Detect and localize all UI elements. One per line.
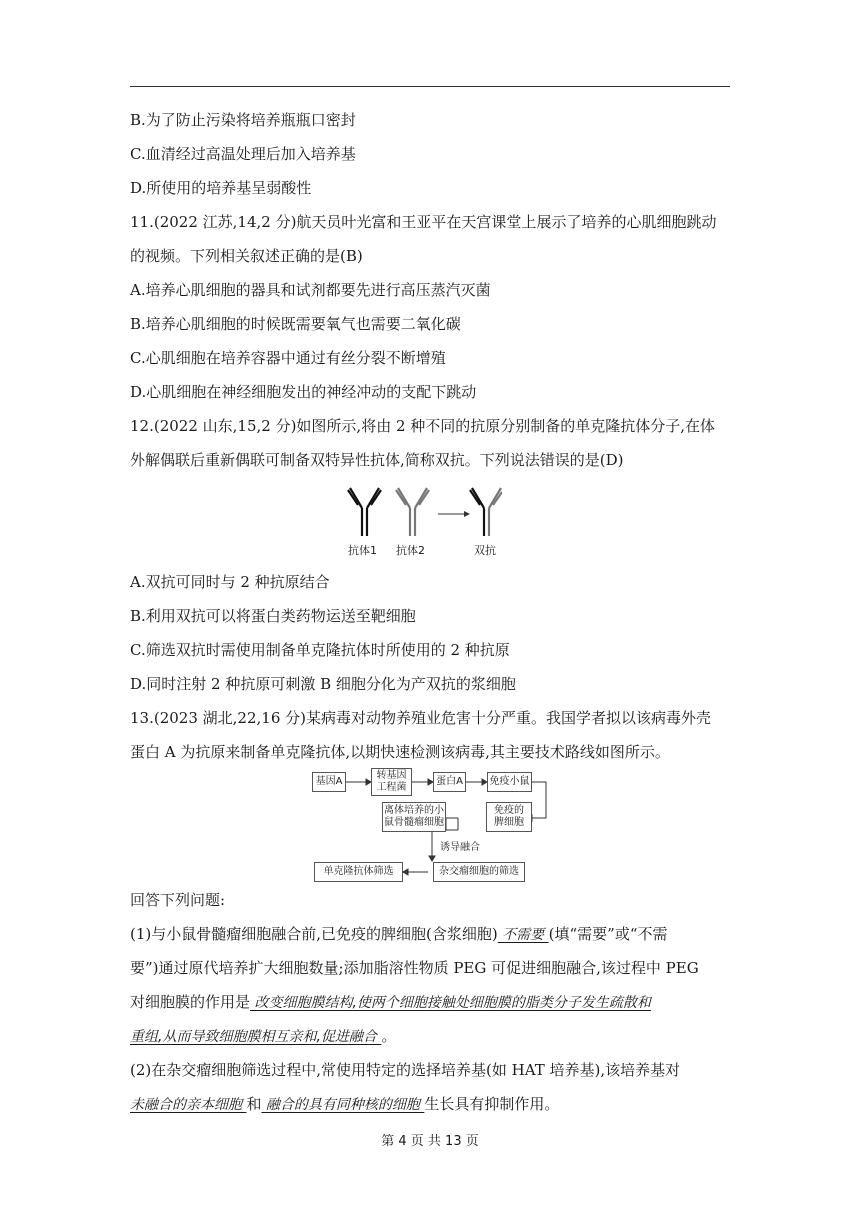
bispecific-antibody-shape bbox=[470, 488, 502, 536]
box-spleen-cells: 免疫的 脾细胞 bbox=[486, 802, 532, 832]
text: 。 bbox=[381, 1027, 397, 1045]
q13-part1-line4 bbox=[130, 1026, 396, 1047]
box-myeloma-cells: 离体培养的小 鼠骨髓瘤细胞 bbox=[382, 802, 446, 832]
arrow-icon bbox=[438, 511, 470, 517]
text: (2)在杂交瘤细胞筛选过程中,常使用特定的选择培养基(如 HAT 培养基),该培养基对 bbox=[130, 1061, 681, 1079]
q13-stem-2: 蛋白 A 为抗原来制备单克隆抗体,以期快速检测该病毒,其主要技术路线如图所示。 bbox=[130, 743, 670, 761]
box-protein-a: 蛋白A bbox=[433, 772, 466, 792]
box-gene-a: 基因A bbox=[312, 772, 346, 792]
caption-antibody-1: 抗体1 bbox=[348, 544, 377, 557]
text: 生长具有抑制作用。 bbox=[424, 1095, 560, 1113]
answer-blank: 融合的具有同种核的细胞 bbox=[261, 1097, 425, 1113]
header-rule bbox=[130, 86, 730, 87]
antibody-1-shape bbox=[348, 488, 381, 536]
caption-antibody-2: 抗体2 bbox=[396, 544, 425, 557]
option-c-prev: C.血清经过高温处理后加入培养基 bbox=[130, 145, 356, 163]
answer-blank: 不需要 bbox=[497, 927, 549, 943]
q13-part2-line1 bbox=[130, 1060, 680, 1081]
q11-stem-1: 11.(2022 江苏,14,2 分)航天员叶光富和王亚平在天宫课堂上展示了培养的心肌细胞跳动 bbox=[130, 213, 717, 231]
q12-option-a: A.双抗可同时与 2 种抗原结合 bbox=[130, 573, 330, 591]
answer-blank: 改变细胞膜结构,使两个细胞接触处细胞膜的脂类分子发生疏散和 bbox=[250, 995, 651, 1011]
text: 对细胞膜的作用是 bbox=[130, 993, 251, 1011]
antibody-figure bbox=[346, 480, 502, 560]
q11-stem-2: 的视频。下列相关叙述正确的是(B) bbox=[130, 247, 363, 265]
label-induce-fusion: 诱导融合 bbox=[440, 842, 480, 853]
q12-option-d: D.同时注射 2 种抗原可刺激 B 细胞分化为产双抗的浆细胞 bbox=[130, 675, 516, 693]
q12-option-c: C.筛选双抗时需使用制备单克隆抗体时所使用的 2 种抗原 bbox=[130, 641, 510, 659]
text: 和 bbox=[246, 1095, 262, 1113]
q12-stem-1: 12.(2022 山东,15,2 分)如图所示,将由 2 种不同的抗原分别制备的单克隆抗体分子,在体 bbox=[130, 417, 716, 435]
box-engineered-bacteria: 转基因 工程菌 bbox=[371, 768, 412, 796]
option-b-prev: B.为了防止污染将培养瓶瓶口密封 bbox=[130, 111, 356, 129]
q11-option-b: B.培养心肌细胞的时候既需要氧气也需要二氧化碳 bbox=[130, 315, 461, 333]
q13-stem-1: 13.(2023 湖北,22,16 分)某病毒对动物养殖业危害十分严重。我国学者拟以该病毒外壳 bbox=[130, 709, 711, 727]
box-hybridoma-screening: 杂交瘤细胞的筛选 bbox=[433, 862, 525, 882]
answer-blank: 重组,从而导致细胞膜相互亲和,促进融合 bbox=[130, 1029, 382, 1045]
q13-part1-line1 bbox=[130, 924, 668, 945]
box-immunized-mouse: 免疫小鼠 bbox=[487, 772, 532, 792]
q11-option-a: A.培养心肌细胞的器具和试剂都要先进行高压蒸汽灭菌 bbox=[130, 281, 491, 299]
q12-stem-2: 外解偶联后重新偶联可制备双特异性抗体,简称双抗。下列说法错误的是(D) bbox=[130, 451, 624, 469]
option-d-prev: D.所使用的培养基呈弱酸性 bbox=[130, 179, 312, 197]
page-footer: 第 4 页 共 13 页 bbox=[381, 1134, 479, 1149]
antibody-2-shape bbox=[396, 488, 429, 536]
text: (1)与小鼠骨髓瘤细胞融合前,已免疫的脾细胞(含浆细胞) bbox=[130, 925, 498, 943]
q13-prompt: 回答下列问题: bbox=[130, 891, 226, 909]
text: (填“需要”或“不需 bbox=[548, 925, 668, 943]
q12-option-b: B.利用双抗可以将蛋白类药物运送至靶细胞 bbox=[130, 607, 416, 625]
q13-part1-line2: 要”)通过原代培养扩大细胞数量;添加脂溶性物质 PEG 可促进细胞融合,该过程中 PEG bbox=[130, 959, 699, 977]
q13-part2-line2 bbox=[130, 1094, 559, 1115]
box-mab-screening: 单克隆抗体筛选 bbox=[314, 862, 403, 882]
caption-bispecific: 双抗 bbox=[474, 544, 496, 557]
q11-option-d: D.心肌细胞在神经细胞发出的神经冲动的支配下跳动 bbox=[130, 383, 477, 401]
flowchart bbox=[310, 768, 554, 886]
answer-blank: 未融合的亲本细胞 bbox=[130, 1097, 247, 1113]
q11-option-c: C.心肌细胞在培养容器中通过有丝分裂不断增殖 bbox=[130, 349, 446, 367]
q13-part1-line3 bbox=[130, 992, 651, 1013]
antibody-diagram bbox=[346, 480, 502, 540]
